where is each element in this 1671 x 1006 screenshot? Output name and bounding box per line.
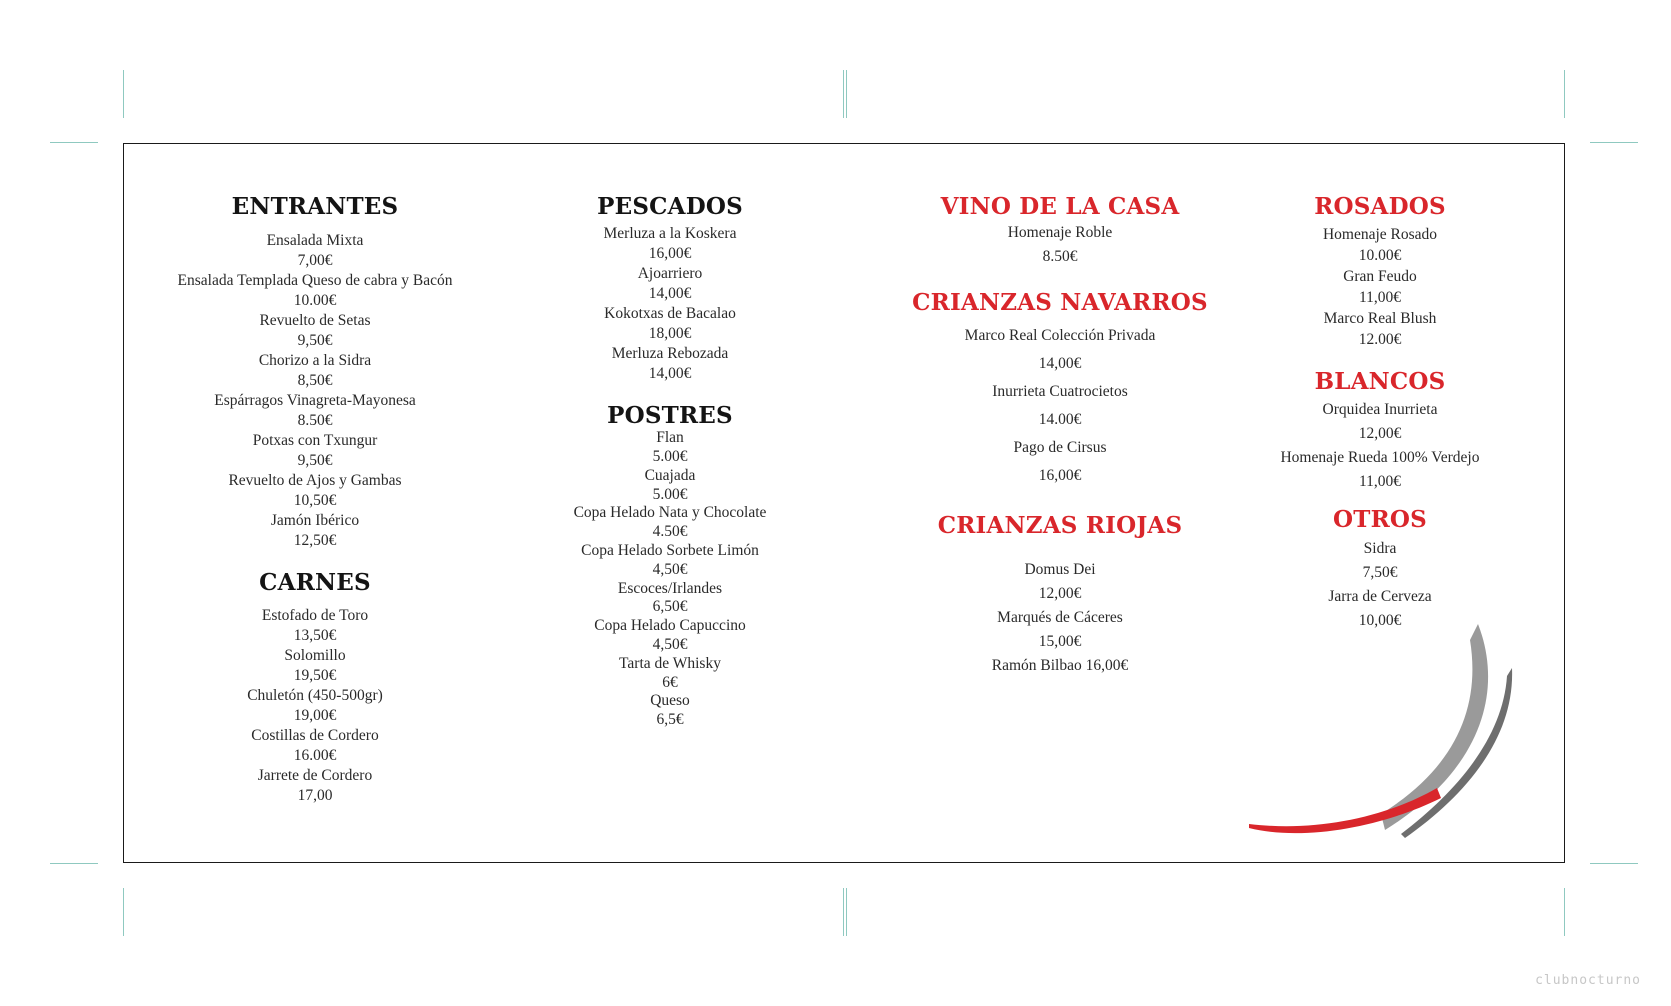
menu-item-price: 7,50€ bbox=[1362, 563, 1398, 581]
menu-item-name: Gran Feudo bbox=[1343, 267, 1417, 285]
menu-item-price: 10.00€ bbox=[293, 291, 337, 309]
menu-item-price: 11,00€ bbox=[1358, 473, 1402, 491]
menu-item-price: 14,00€ bbox=[1038, 355, 1082, 373]
crop-mark bbox=[123, 70, 124, 118]
menu-item-price: 6€ bbox=[662, 673, 678, 691]
menu-item-price: 7,00€ bbox=[297, 251, 333, 269]
vino-casa-list bbox=[910, 221, 1210, 269]
menu-item-price: 9,50€ bbox=[297, 331, 333, 349]
section-title-blancos: BLANCOS bbox=[1314, 367, 1446, 395]
menu-item-price: 19,00€ bbox=[293, 707, 337, 725]
menu-item-name: Kokotxas de Bacalao bbox=[604, 304, 736, 322]
menu-item-name: Cuajada bbox=[644, 466, 696, 484]
menu-item-name: Chorizo a la Sidra bbox=[258, 351, 372, 369]
menu-item-name: Domus Dei bbox=[1024, 560, 1096, 578]
section-title-entrantes: ENTRANTES bbox=[231, 193, 399, 220]
section-title-carnes: CARNES bbox=[259, 568, 371, 596]
menu-item-price: 5.00€ bbox=[652, 447, 688, 465]
menu-item-price: 5.00€ bbox=[652, 485, 688, 503]
blancos-list bbox=[1230, 398, 1530, 494]
section-title-postres: POSTRES bbox=[607, 401, 733, 429]
menu-item-name: Escoces/Irlandes bbox=[617, 579, 723, 597]
menu-item-price: 16.00€ bbox=[293, 747, 337, 765]
menu-item-name: Espárragos Vinagreta-Mayonesa bbox=[214, 391, 416, 409]
menu-item-price: 13,50€ bbox=[293, 627, 337, 645]
menu-item-name: Jamón Ibérico bbox=[270, 511, 360, 529]
section-title-rosados: ROSADOS bbox=[1314, 193, 1446, 220]
crop-mark bbox=[1590, 142, 1638, 143]
menu-item-name: Inurrieta Cuatrocietos bbox=[992, 383, 1128, 401]
menu-item-price: 11,00€ bbox=[1358, 288, 1402, 306]
menu-item-name: Jarrete de Cordero bbox=[257, 767, 373, 785]
menu-item-name: Homenaje Rueda 100% Verdejo bbox=[1280, 449, 1480, 467]
column-pescados-postres bbox=[520, 193, 820, 730]
menu-item-name: Queso bbox=[650, 692, 690, 710]
menu-item-name: Copa Helado Capuccino bbox=[594, 617, 746, 635]
menu-item-price: 4.50€ bbox=[652, 523, 688, 541]
menu-item-name: Marco Real Colección Privada bbox=[964, 327, 1156, 345]
menu-item-price: 14,00€ bbox=[648, 284, 692, 302]
section-title-vino-casa: VINO DE LA CASA bbox=[940, 193, 1180, 220]
menu-item-name: Costillas de Cordero bbox=[251, 727, 379, 745]
menu-item-name: Copa Helado Nata y Chocolate bbox=[573, 504, 767, 522]
menu-item-name: Copa Helado Sorbete Limón bbox=[581, 541, 759, 559]
carnes-list bbox=[165, 606, 465, 806]
menu-item-name: Ensalada Mixta bbox=[266, 231, 364, 249]
menu-item-name: Orquidea Inurrieta bbox=[1322, 401, 1438, 419]
menu-item-name: Potxas con Txungur bbox=[252, 431, 378, 449]
crop-mark bbox=[846, 888, 847, 936]
menu-item-price: 10,00€ bbox=[1358, 611, 1402, 629]
section-title-crianzas-navarros: CRIANZAS NAVARROS bbox=[912, 288, 1208, 316]
menu-item-name: Homenaje Rosado bbox=[1322, 225, 1438, 243]
crianzas-navarros-list bbox=[910, 324, 1210, 492]
rosados-list bbox=[1230, 224, 1530, 350]
menu-item-price: 12.00€ bbox=[1358, 330, 1402, 348]
menu-item-price: 19,50€ bbox=[293, 667, 337, 685]
menu-item-price: 14.00€ bbox=[1038, 411, 1082, 429]
watermark: clubnocturno bbox=[1535, 973, 1641, 988]
crop-mark bbox=[50, 863, 98, 864]
menu-item-price: 8,50€ bbox=[297, 371, 333, 389]
menu-item-price: 12,00€ bbox=[1038, 584, 1082, 602]
menu-item-price: 4,50€ bbox=[652, 635, 688, 653]
entrantes-list bbox=[165, 231, 465, 551]
crop-mark bbox=[1564, 888, 1565, 936]
menu-item-name: Merluza a la Koskera bbox=[603, 224, 737, 242]
menu-item-price: 18,00€ bbox=[648, 324, 692, 342]
menu-item-name: Ajoarriero bbox=[637, 264, 703, 282]
crianzas-riojas-list bbox=[910, 558, 1210, 678]
crop-mark bbox=[50, 142, 98, 143]
menu-item-price: 16,00€ bbox=[648, 244, 692, 262]
pescados-list bbox=[520, 224, 820, 384]
menu-item-name: Tarta de Whisky bbox=[619, 654, 721, 672]
menu-item-price: 9,50€ bbox=[297, 451, 333, 469]
menu-item-price: 12,00€ bbox=[1358, 425, 1402, 443]
menu-item-name: Chuletón (450-500gr) bbox=[247, 687, 383, 705]
menu-item-price: 17,00 bbox=[297, 787, 333, 805]
menu-item-price: 16,00€ bbox=[1038, 467, 1082, 485]
crop-mark bbox=[843, 70, 844, 118]
menu-item-name: Estofado de Toro bbox=[261, 607, 369, 625]
menu-item-price: 10.00€ bbox=[1358, 246, 1402, 264]
section-title-crianzas-riojas: CRIANZAS RIOJAS bbox=[937, 512, 1183, 540]
column-rosados-blancos-otros bbox=[1230, 193, 1530, 633]
menu-item-name: Solomillo bbox=[284, 647, 346, 665]
menu-item-name: Flan bbox=[656, 429, 684, 447]
menu-item-name: Marco Real Blush bbox=[1323, 309, 1437, 327]
menu-item-name: Homenaje Roble bbox=[1007, 223, 1113, 241]
menu-item-name: Marqués de Cáceres bbox=[997, 608, 1123, 626]
menu-item-price: 15,00€ bbox=[1038, 632, 1082, 650]
section-title-otros: OTROS bbox=[1333, 506, 1427, 534]
menu-item-name: Revuelto de Setas bbox=[259, 311, 371, 329]
menu-item-price: 12,50€ bbox=[293, 531, 337, 549]
crop-mark bbox=[843, 888, 844, 936]
column-vinos-tintos bbox=[910, 193, 1210, 678]
swoosh-logo-icon bbox=[1245, 618, 1545, 848]
menu-item-price: 6,5€ bbox=[656, 711, 684, 729]
menu-item-name: Jarra de Cerveza bbox=[1328, 587, 1432, 605]
postres-list bbox=[520, 429, 820, 730]
menu-item-name: Ensalada Templada Queso de cabra y Bacón bbox=[177, 271, 453, 289]
section-title-pescados: PESCADOS bbox=[597, 193, 743, 220]
menu-item-price: 6,50€ bbox=[652, 598, 688, 616]
menu-item-name: Sidra bbox=[1363, 539, 1397, 557]
column-entrantes-carnes bbox=[165, 193, 465, 806]
menu-item-name: Pago de Cirsus bbox=[1013, 439, 1107, 457]
menu-item-price: 14,00€ bbox=[648, 364, 692, 382]
menu-item-name: Merluza Rebozada bbox=[611, 344, 729, 362]
menu-item-name: Revuelto de Ajos y Gambas bbox=[228, 471, 402, 489]
menu-item-price: 4,50€ bbox=[652, 560, 688, 578]
crop-mark bbox=[123, 888, 124, 936]
menu-item-price: 8.50€ bbox=[1042, 247, 1078, 265]
crop-mark bbox=[846, 70, 847, 118]
menu-item-name: Ramón Bilbao 16,00€ bbox=[991, 656, 1129, 674]
crop-mark bbox=[1590, 863, 1638, 864]
menu-item-price: 10,50€ bbox=[293, 491, 337, 509]
crop-mark bbox=[1564, 70, 1565, 118]
menu-item-price: 8.50€ bbox=[297, 411, 333, 429]
